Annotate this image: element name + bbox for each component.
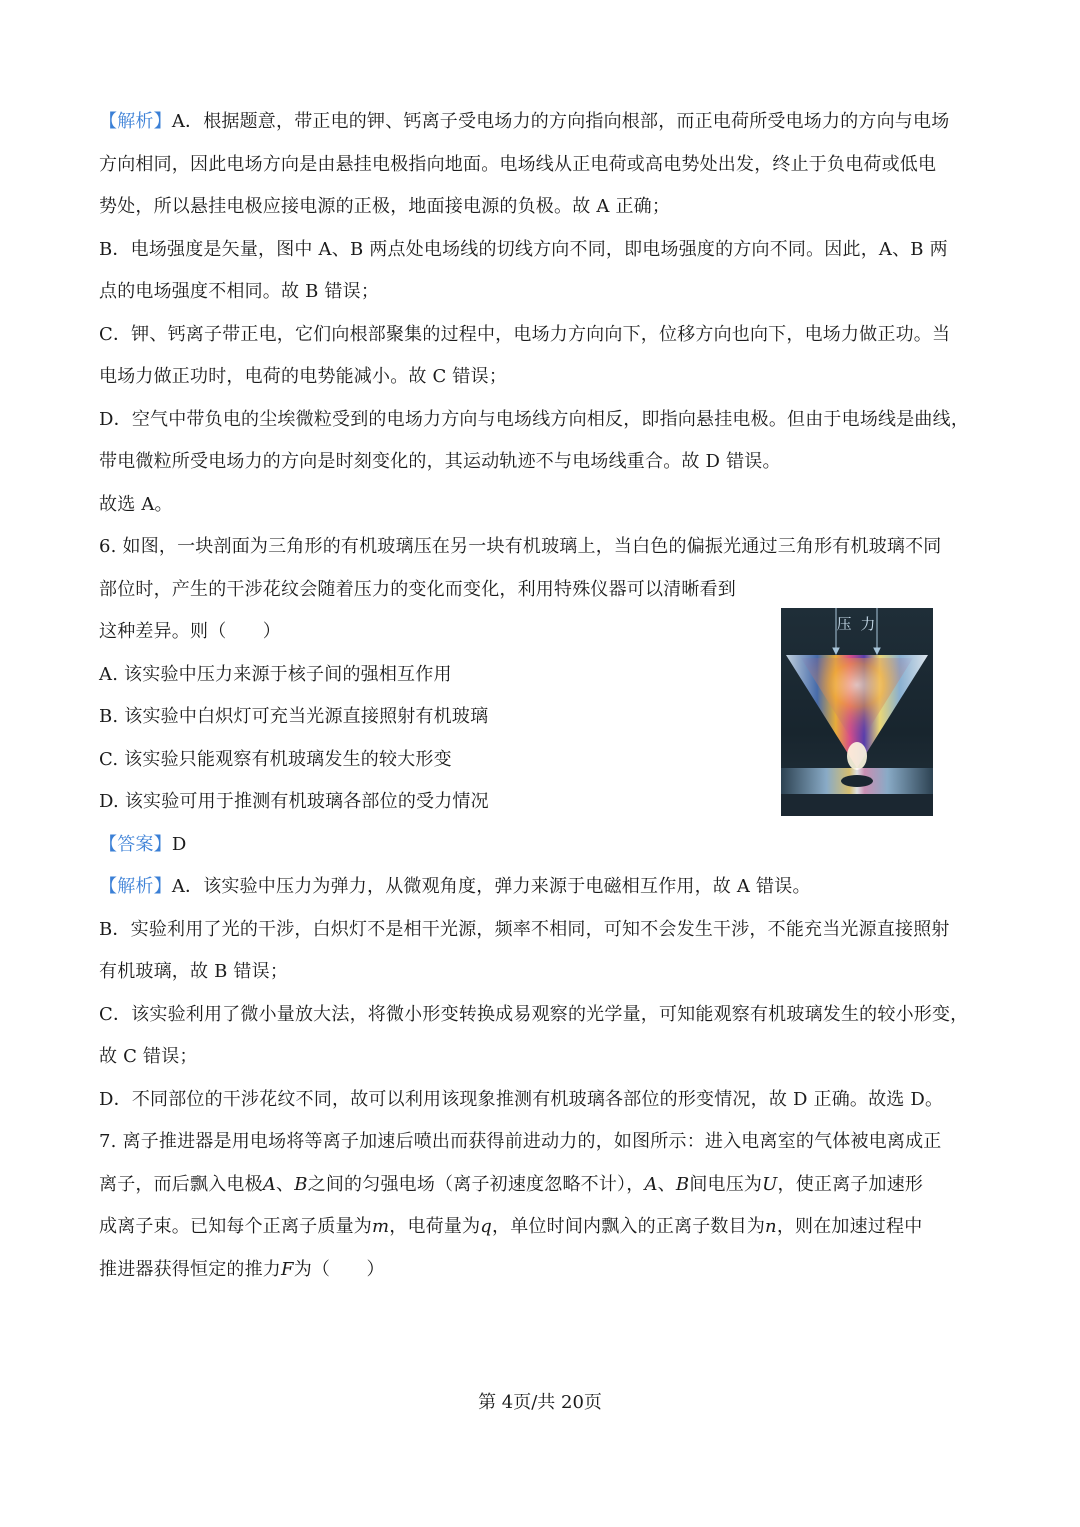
text-line: 有机玻璃，故 B 错误； [99, 961, 289, 982]
math-var: m [372, 1216, 390, 1237]
text-line: 【解析】A．根据题意，带正电的钾、钙离子受电场力的方向指向根部，而正电荷所受电场力的方向与电场 [99, 111, 950, 132]
text-line: B．实验利用了光的干涉，白炽灯不是相干光源，频率不相同，可知不会发生干涉，不能充当光源直接照射 [99, 919, 950, 940]
answer-tag: 【答案】 [99, 834, 172, 855]
option-d: D. 该实验可用于推测有机玻璃各部位的受力情况 [99, 791, 489, 812]
text-line: B．电场强度是矢量，图中 A、B 两点处电场线的切线方向不同，即电场强度的方向不同。因此，A、B 两 [99, 239, 948, 260]
text-line: 【解析】A．该实验中压力为弹力，从微观角度，弹力来源于电磁相互作用，故 A 错误。 [99, 876, 811, 897]
text-line: 这种差异。则（ ） [99, 621, 281, 642]
text-line: 带电微粒所受电场力的方向是时刻变化的，其运动轨迹不与电场线重合。故 D 错误。 [99, 451, 781, 472]
option-c: C. 该实验只能观察有机玻璃发生的较大形变 [99, 749, 452, 770]
text-line: 方向相同，因此电场方向是由悬挂电极指向地面。电场线从正电荷或高电势处出发，终止于负电荷或低电 [99, 154, 937, 175]
text-line: 离子，而后飘入电极A、B之间的匀强电场（离子初速度忽略不计），A、B间电压为U，使正离子加速形 [99, 1174, 924, 1195]
text-line: 推进器获得恒定的推力F为（ ） [99, 1259, 385, 1280]
answer-line: 【答案】D [99, 834, 187, 855]
text-line: C．钾、钙离子带正电，它们向根部聚集的过程中，电场力方向向下，位移方向也向下，电场力做正功。当 [99, 324, 951, 345]
figure-label: 压 力 [836, 615, 878, 633]
text-line: 故选 A。 [99, 494, 173, 515]
question-6-stem: 6. 如图，一块剖面为三角形的有机玻璃压在另一块有机玻璃上，当白色的偏振光通过三角形有机玻璃不同 [99, 536, 942, 557]
math-var: n [765, 1216, 777, 1237]
text-line: C．该实验利用了微小量放大法，将微小形变转换成易观察的光学量，可知能观察有机玻璃发生的较小形变， [99, 1004, 969, 1025]
text-line: 电场力做正功时，电荷的电势能减小。故 C 错误； [99, 366, 508, 387]
text-line: D．空气中带负电的尘埃微粒受到的电场力方向与电场线方向相反，即指向悬挂电极。但由于电场线是曲线， [99, 409, 970, 430]
text-line: 势处，所以悬挂电极应接电源的正极，地面接电源的负极。故 A 正确； [99, 196, 671, 217]
analysis-tag: 【解析】 [99, 876, 172, 897]
math-var: A [644, 1174, 658, 1195]
figure-graphic [781, 608, 933, 816]
analysis-tag: 【解析】 [99, 111, 172, 132]
page-footer: 第 4页/共 20页 [478, 1392, 602, 1413]
text-line: 成离子束。已知每个正离子质量为m，电荷量为q，单位时间内飘入的正离子数目为n，则在加速过程中 [99, 1216, 923, 1237]
text-line: 部位时，产生的干涉花纹会随着压力的变化而变化，利用特殊仪器可以清晰看到 [99, 579, 736, 600]
photoelastic-figure [781, 608, 933, 816]
option-b: B. 该实验中白炽灯可充当光源直接照射有机玻璃 [99, 706, 489, 727]
option-a: A. 该实验中压力来源于核子间的强相互作用 [99, 664, 452, 685]
math-var: B [675, 1174, 690, 1195]
math-var: A [262, 1174, 277, 1195]
math-var: q [480, 1216, 493, 1237]
text-line: D．不同部位的干涉花纹不同，故可以利用该现象推测有机玻璃各部位的形变情况，故 D 正确。故选 D。 [99, 1089, 944, 1110]
math-var: B [294, 1174, 308, 1195]
text-line: 点的电场强度不相同。故 B 错误； [99, 281, 380, 302]
math-var: U [762, 1174, 778, 1195]
question-7-stem: 7. 离子推进器是用电场将等离子加速后喷出而获得前进动力的，如图所示：进入电离室的气体被电离成正 [99, 1131, 942, 1152]
text-line: 故 C 错误； [99, 1046, 198, 1067]
math-var: F [281, 1259, 294, 1280]
